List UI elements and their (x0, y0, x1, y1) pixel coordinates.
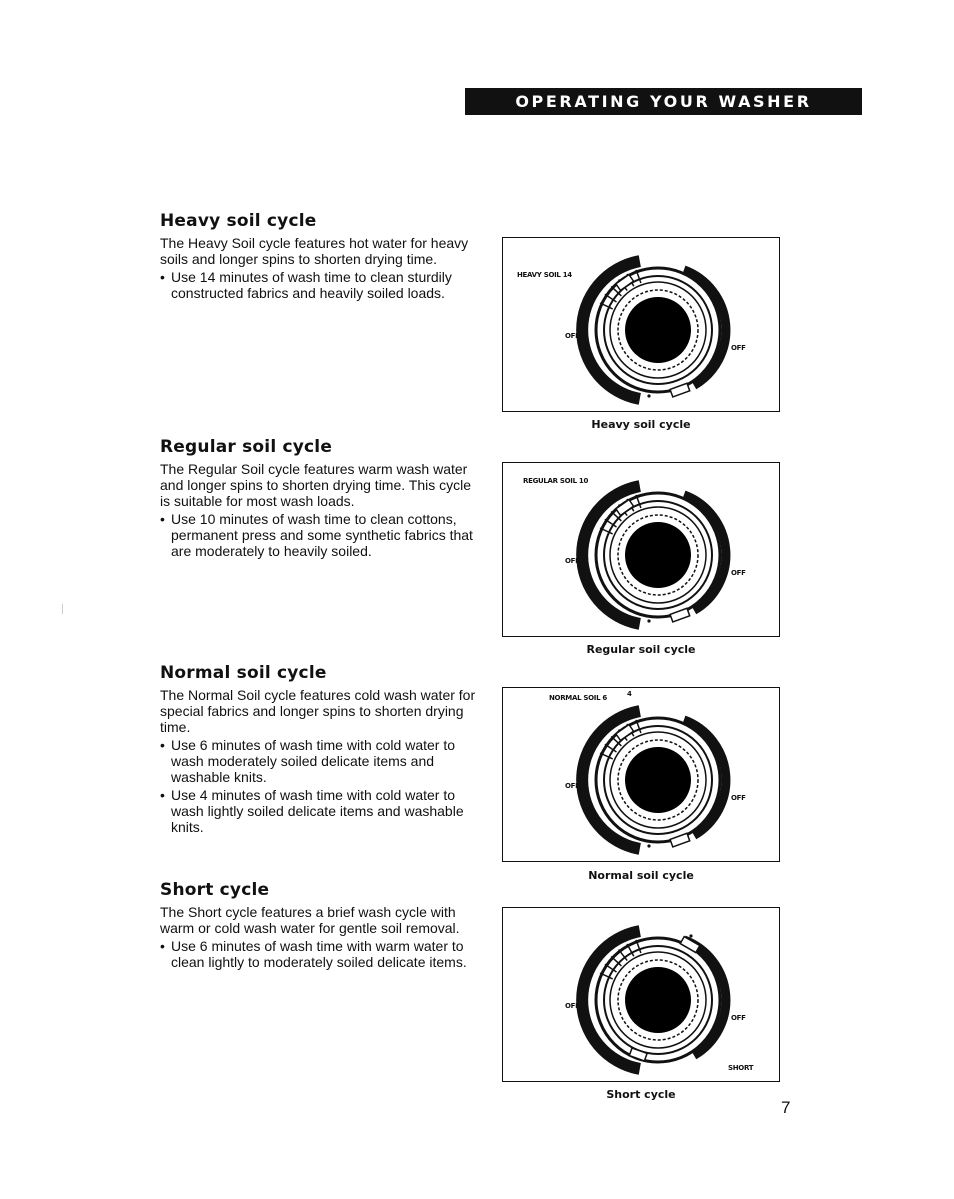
control-dial-icon (503, 238, 778, 410)
heavy-soil-heading: Heavy soil cycle (160, 211, 317, 231)
bullet-icon: • (160, 938, 165, 954)
list-item: • Use 4 minutes of wash time with cold water to wash lightly soiled delicate items and washable knits. (160, 787, 464, 835)
dial-setting-label: REGULAR SOIL 10 (523, 477, 589, 485)
dial-lower-tab (670, 608, 690, 622)
control-dial-icon (503, 463, 778, 635)
dial-off-right-label: OFF (731, 344, 746, 352)
dial-dot-marker (647, 619, 650, 622)
regular-soil-dial-figure (502, 462, 780, 637)
list-item: • Use 10 minutes of wash time to clean cottons, permanent press and some synthetic fabrics that are moderately to heavily soiled. (160, 511, 473, 559)
bullet-icon: • (160, 787, 165, 803)
normal-soil-section (160, 663, 478, 835)
normal-soil-bullets (160, 737, 478, 835)
regular-soil-section (160, 437, 478, 559)
dial-setting-label: SHORT (728, 1064, 754, 1072)
heavy-soil-body: The Heavy Soil cycle features hot water for heavy soils and longer spins to shorten drying time. (160, 235, 469, 267)
regular-soil-bullets (160, 511, 478, 559)
control-dial-icon (503, 908, 778, 1080)
page-number: 7 (781, 1098, 791, 1117)
normal-soil-heading: Normal soil cycle (160, 663, 327, 683)
dial-off-right-label: OFF (731, 794, 746, 802)
dial-pointer-tab (616, 725, 634, 741)
list-item: • Use 14 minutes of wash time to clean sturdily constructed fabrics and heavily soiled loads. (160, 269, 452, 301)
bullet-icon: • (160, 511, 165, 527)
dial-pointer-tab (629, 1048, 647, 1061)
section-header-title: OPERATING YOUR WASHER (515, 92, 812, 111)
regular-soil-caption: Regular soil cycle (586, 643, 696, 656)
dial-knob-center (625, 967, 691, 1033)
bullet-icon: • (160, 737, 165, 753)
short-cycle-bullets (160, 938, 478, 970)
control-dial-icon (503, 688, 778, 860)
dial-dot-marker (689, 934, 692, 937)
regular-soil-body: The Regular Soil cycle features warm wash water and longer spins to shorten drying time. This cycle is suitable for most wash loads. (160, 461, 472, 509)
dial-off-right-label: OFF (731, 1014, 746, 1022)
dial-dot-marker (647, 844, 650, 847)
dial-off-left-label: OFF (565, 1002, 580, 1010)
short-cycle-dial-figure (502, 907, 780, 1082)
short-cycle-body: The Short cycle features a brief wash cycle with warm or cold wash water for gentle soil removal. (160, 904, 460, 936)
dial-knob-center (625, 297, 691, 363)
dial-pointer-tab (616, 500, 634, 516)
normal-soil-caption: Normal soil cycle (588, 869, 694, 882)
short-cycle-heading: Short cycle (160, 880, 270, 900)
list-item: • Use 6 minutes of wash time with warm water to clean lightly to moderately soiled delicate items. (160, 938, 467, 970)
dial-knob-center (625, 747, 691, 813)
dial-lower-tab (670, 383, 690, 397)
section-header-bar (465, 88, 862, 115)
heavy-soil-caption: Heavy soil cycle (591, 418, 691, 431)
short-cycle-caption: Short cycle (606, 1088, 676, 1101)
normal-soil-body: The Normal Soil cycle features cold wash water for special fabrics and longer spins to shorten drying time. (160, 687, 476, 735)
dial-setting-extra-label: 4 (627, 690, 632, 698)
dial-off-right-label: OFF (731, 569, 746, 577)
dial-dot-marker (647, 394, 650, 397)
heavy-soil-bullets (160, 269, 478, 301)
dial-off-left-label: OFF (565, 332, 580, 340)
list-item: • Use 6 minutes of wash time with cold water to wash moderately soiled delicate items and washable knits. (160, 737, 456, 785)
short-cycle-section (160, 880, 478, 970)
heavy-soil-section (160, 211, 478, 301)
bullet-icon: • (160, 269, 165, 285)
margin-mark (62, 604, 63, 614)
heavy-soil-dial-figure (502, 237, 780, 412)
dial-knob-center (625, 522, 691, 588)
dial-off-left-label: OFF (565, 782, 580, 790)
dial-off-left-label: OFF (565, 557, 580, 565)
dial-pointer-tab (616, 275, 634, 291)
dial-lower-tab (670, 833, 690, 847)
dial-setting-label: HEAVY SOIL 14 (517, 271, 572, 279)
dial-setting-label: NORMAL SOIL 6 (549, 694, 607, 702)
normal-soil-dial-figure (502, 687, 780, 862)
regular-soil-heading: Regular soil cycle (160, 437, 333, 457)
